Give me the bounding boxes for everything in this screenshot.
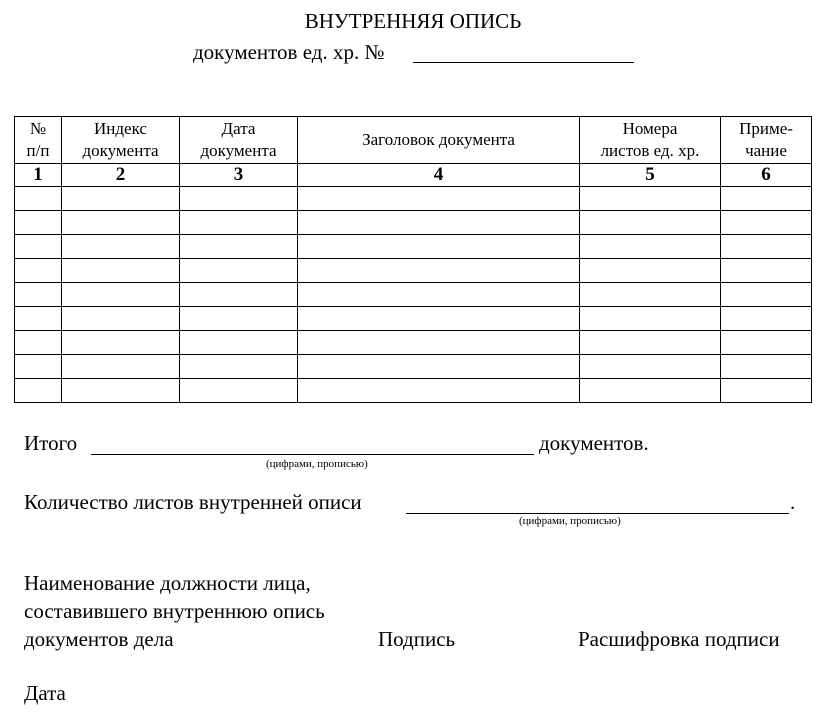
table-row xyxy=(15,235,812,259)
table-cell[interactable] xyxy=(298,355,580,379)
table-cell[interactable] xyxy=(580,355,721,379)
column-header-index xyxy=(62,117,180,164)
table-cell[interactable] xyxy=(298,307,580,331)
table-row xyxy=(15,355,812,379)
table-row xyxy=(15,379,812,403)
table-cell[interactable] xyxy=(580,379,721,403)
column-header-line: Приме- xyxy=(739,119,793,138)
table-cell[interactable] xyxy=(62,211,180,235)
table-cell[interactable] xyxy=(180,307,298,331)
column-number: 1 xyxy=(15,164,62,187)
table-cell[interactable] xyxy=(15,211,62,235)
table-cell[interactable] xyxy=(721,307,812,331)
itogo-suffix: документов. xyxy=(539,431,649,455)
itogo-field[interactable] xyxy=(91,433,534,455)
table-cell[interactable] xyxy=(580,259,721,283)
table-cell[interactable] xyxy=(180,331,298,355)
column-header-number xyxy=(15,117,62,164)
date-label: Дата xyxy=(24,681,66,705)
sheets-count-hint: (цифрами, прописью) xyxy=(519,515,621,527)
table-cell[interactable] xyxy=(62,187,180,211)
table-row xyxy=(15,283,812,307)
unit-number-field[interactable] xyxy=(413,42,634,63)
column-header-line: № xyxy=(29,119,47,138)
column-header-line: документа xyxy=(200,141,277,160)
page-title: ВНУТРЕННЯЯ ОПИСЬ xyxy=(304,9,522,33)
signature-decoding-label: Расшифровка подписи xyxy=(578,627,780,651)
position-label-line-3: документов дела xyxy=(24,627,174,651)
table-cell[interactable] xyxy=(62,355,180,379)
table-cell[interactable] xyxy=(721,235,812,259)
table-row xyxy=(15,211,812,235)
table-cell[interactable] xyxy=(580,187,721,211)
table-cell[interactable] xyxy=(180,379,298,403)
inventory-table xyxy=(14,116,812,403)
table-cell[interactable] xyxy=(580,211,721,235)
table-header-row xyxy=(15,117,812,164)
table-cell[interactable] xyxy=(180,283,298,307)
column-header-line: Дата xyxy=(221,119,256,138)
table-cell[interactable] xyxy=(580,331,721,355)
column-number: 4 xyxy=(298,164,580,187)
table-cell[interactable] xyxy=(298,331,580,355)
column-header-line: листов ед. хр. xyxy=(600,141,700,160)
table-cell[interactable] xyxy=(62,307,180,331)
table-cell[interactable] xyxy=(15,235,62,259)
itogo-label: Итого xyxy=(24,431,78,455)
sheets-count-suffix: . xyxy=(790,490,796,514)
column-header-sheets xyxy=(580,117,721,164)
table-cell[interactable] xyxy=(15,307,62,331)
table-cell[interactable] xyxy=(180,187,298,211)
table-cell[interactable] xyxy=(298,259,580,283)
table-cell[interactable] xyxy=(62,283,180,307)
table-cell[interactable] xyxy=(180,211,298,235)
table-cell[interactable] xyxy=(721,283,812,307)
table-cell[interactable] xyxy=(62,331,180,355)
table-cell[interactable] xyxy=(298,379,580,403)
table-cell[interactable] xyxy=(721,187,812,211)
column-header-line: Номера xyxy=(622,119,678,138)
table-row xyxy=(15,331,812,355)
column-header-line: п/п xyxy=(26,141,50,160)
table-cell[interactable] xyxy=(62,259,180,283)
column-header-line: чание xyxy=(745,141,787,160)
table-cell[interactable] xyxy=(62,379,180,403)
table-cell[interactable] xyxy=(15,355,62,379)
table-cell[interactable] xyxy=(180,355,298,379)
table-row xyxy=(15,307,812,331)
position-label-line-1: Наименование должности лица, xyxy=(24,571,311,595)
table-cell[interactable] xyxy=(298,211,580,235)
table-cell[interactable] xyxy=(15,283,62,307)
table-cell[interactable] xyxy=(580,235,721,259)
table-cell[interactable] xyxy=(62,235,180,259)
table-cell[interactable] xyxy=(721,259,812,283)
column-header-line: Индекс xyxy=(94,119,147,138)
column-number: 6 xyxy=(721,164,812,187)
sheets-count-label: Количество листов внутренней описи xyxy=(24,490,362,514)
table-cell[interactable] xyxy=(721,379,812,403)
column-number: 3 xyxy=(180,164,298,187)
table-cell[interactable] xyxy=(180,235,298,259)
table-cell[interactable] xyxy=(721,211,812,235)
table-cell[interactable] xyxy=(721,331,812,355)
signature-label: Подпись xyxy=(378,627,456,651)
table-cell[interactable] xyxy=(721,355,812,379)
column-header-title xyxy=(298,117,580,164)
table-cell[interactable] xyxy=(298,187,580,211)
table-row xyxy=(15,187,812,211)
column-number-row xyxy=(15,164,812,187)
page-subtitle: документов ед. хр. № xyxy=(193,40,385,64)
table-cell[interactable] xyxy=(580,307,721,331)
table-cell[interactable] xyxy=(298,235,580,259)
table-cell[interactable] xyxy=(15,379,62,403)
table-cell[interactable] xyxy=(180,259,298,283)
sheets-count-field[interactable] xyxy=(406,492,789,514)
table-row xyxy=(15,259,812,283)
table-cell[interactable] xyxy=(580,283,721,307)
table-cell[interactable] xyxy=(298,283,580,307)
table-cell[interactable] xyxy=(15,331,62,355)
column-number: 2 xyxy=(62,164,180,187)
column-number: 5 xyxy=(580,164,721,187)
position-label-line-2: составившего внутреннюю опись xyxy=(24,599,325,623)
column-header-date xyxy=(180,117,298,164)
column-header-line: Заголовок документа xyxy=(362,130,515,149)
table-cell[interactable] xyxy=(15,259,62,283)
itogo-hint: (цифрами, прописью) xyxy=(266,458,368,470)
table-cell[interactable] xyxy=(15,187,62,211)
column-header-note xyxy=(721,117,812,164)
column-header-line: документа xyxy=(82,141,159,160)
